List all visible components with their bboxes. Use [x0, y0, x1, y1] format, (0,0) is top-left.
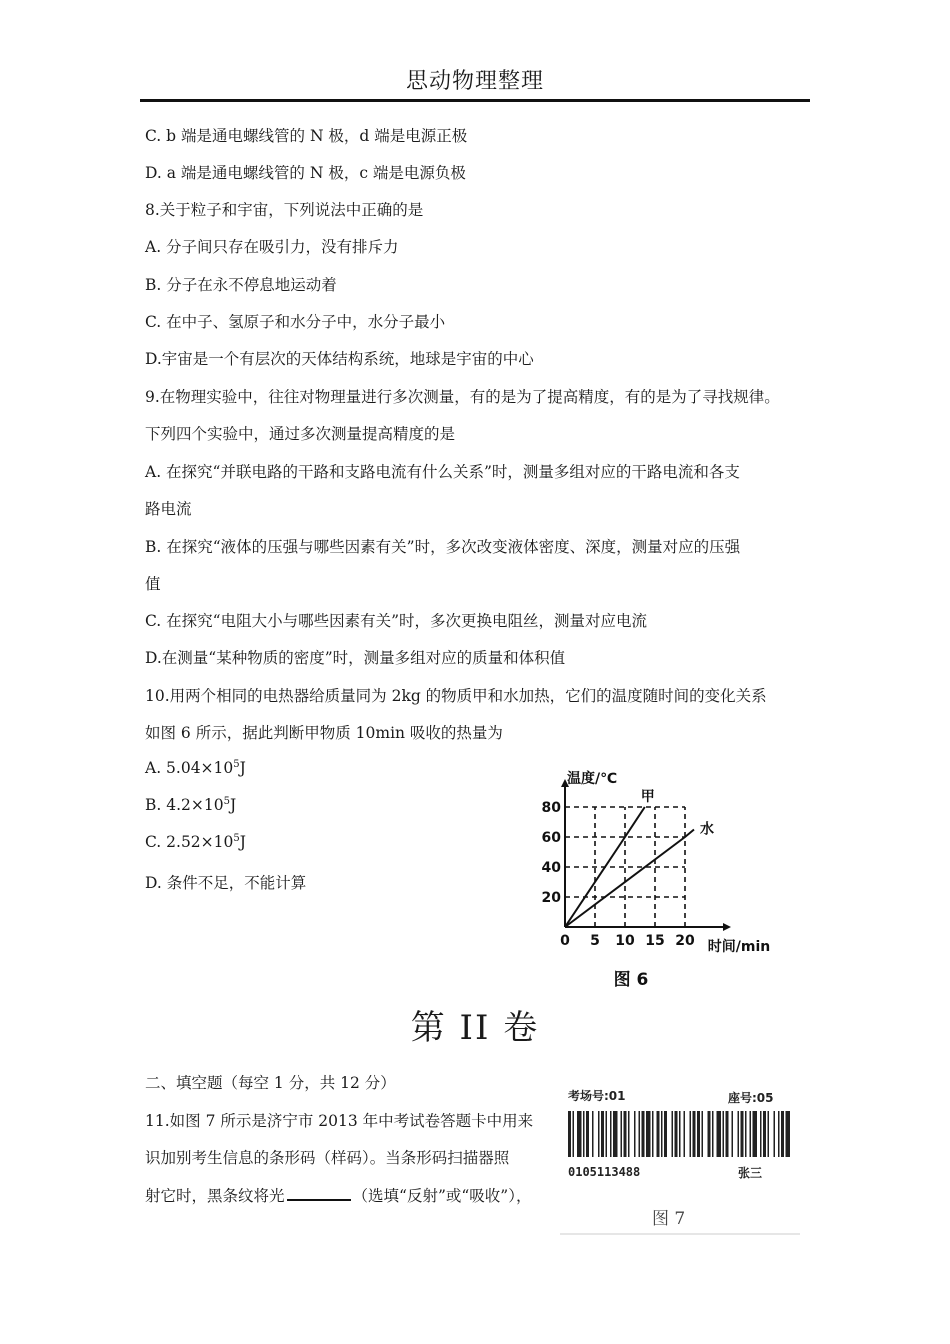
barcode-bar	[672, 1111, 674, 1157]
x-axis-label: 时间/min	[707, 939, 771, 955]
series-line-1	[565, 830, 694, 928]
barcode-bar	[628, 1111, 630, 1157]
graph-labels	[542, 770, 771, 990]
barcode-bar	[768, 1111, 770, 1157]
barcode-bar	[646, 1111, 651, 1157]
q10-option-d: D. 条件不足，不能计算	[145, 874, 307, 892]
barcode-bars	[568, 1111, 790, 1157]
y-tick-label-40: 40	[541, 860, 561, 876]
barcode-bar	[690, 1111, 692, 1157]
barcode-bar	[675, 1111, 678, 1157]
q9-stem-line2: 下列四个实验中，通过多次测量提高精度的是	[145, 425, 456, 443]
q8-stem: 8.关于粒子和宇宙，下列说法中正确的是	[145, 201, 424, 219]
barcode-bar	[741, 1111, 744, 1157]
q11-line2: 识加别考生信息的条形码（样码）。当条形码扫描器照	[145, 1149, 510, 1167]
barcode-bar	[684, 1111, 686, 1157]
barcode-bar	[745, 1111, 747, 1157]
graph-grid	[565, 807, 685, 927]
barcode-bar	[763, 1111, 766, 1157]
barcode-bar	[702, 1111, 704, 1157]
student-name: 张三	[738, 1166, 763, 1180]
barcode-bar	[778, 1111, 780, 1157]
barcode-bar	[568, 1111, 571, 1157]
barcode-bar	[586, 1111, 589, 1157]
y-tick-label-80: 80	[541, 800, 561, 816]
x-tick-label-5: 5	[590, 933, 600, 949]
q9-option-b-line2: 值	[145, 575, 161, 593]
barcode-bar	[621, 1111, 623, 1157]
q8-option-c: C. 在中子、氢原子和水分子中，水分子最小	[145, 313, 446, 331]
q9-option-a-line2: 路电流	[145, 500, 192, 518]
y-tick-label-60: 60	[541, 830, 561, 846]
barcode-bar	[598, 1111, 600, 1157]
barcode-bar	[693, 1111, 696, 1157]
barcode-bar	[634, 1111, 636, 1157]
barcode-bar	[697, 1111, 700, 1157]
header-rule	[140, 99, 810, 102]
barcode-bar	[610, 1111, 612, 1157]
barcode-bar	[661, 1111, 663, 1157]
figure-6-caption: 图 6	[613, 970, 649, 990]
barcode-bar	[726, 1111, 729, 1157]
barcode-bar	[657, 1111, 660, 1157]
x-tick-label-15: 15	[645, 933, 665, 949]
barcode-bar	[606, 1111, 608, 1157]
q9-stem-line1: 9.在物理实验中，往往对物理量进行多次测量，有的是为了提高精度，有的是为了寻找规律。	[145, 388, 780, 406]
q9-option-c: C. 在探究“电阻大小与哪些因素有关”时，多次更换电阻丝，测量对应电流	[145, 612, 648, 630]
series-label-1: 水	[700, 821, 714, 838]
q10-stem-line1: 10.用两个相同的电热器给质量同为 2kg 的物质甲和水加热，它们的温度随时间的变化关系	[145, 687, 767, 705]
answer-blank	[287, 1185, 351, 1201]
series-label-0: 甲	[640, 789, 655, 805]
barcode-bar	[583, 1111, 585, 1157]
barcode-bar	[613, 1111, 618, 1157]
barcode-bar	[601, 1111, 604, 1157]
figure-7-barcode	[560, 1084, 800, 1236]
y-axis-label: 温度/℃	[567, 771, 618, 787]
section-title: 第 II 卷	[410, 1008, 540, 1048]
x-axis-arrow	[723, 923, 731, 931]
q8-option-b: B. 分子在永不停息地运动着	[145, 276, 337, 294]
seat-label: 座号:05	[728, 1091, 774, 1105]
barcode-bar	[786, 1111, 791, 1157]
barcode-bar	[753, 1111, 758, 1157]
figure-7-caption: 图 7	[652, 1209, 686, 1229]
x-tick-label-10: 10	[615, 933, 635, 949]
q7-option-d: D. a 端是通电螺线管的 N 极，c 端是电源负极	[145, 164, 466, 182]
q11-line3: 射它时，黑条纹将光 （选填“反射”或“吸收”），	[145, 1187, 532, 1205]
q8-option-a: A. 分子间只存在吸引力，没有排斥力	[145, 238, 399, 256]
barcode-bar	[781, 1111, 784, 1157]
barcode-bar	[760, 1111, 762, 1157]
barcode-bar	[592, 1111, 594, 1157]
figure-6-temperature-graph	[530, 760, 810, 995]
barcode-bar	[679, 1111, 681, 1157]
barcode-bar	[774, 1111, 776, 1157]
q11-line1: 11.如图 7 所示是济宁市 2013 年中考试卷答题卡中用来	[145, 1112, 534, 1130]
barcode-bar	[577, 1111, 582, 1157]
q7-option-c: C. b 端是通电螺线管的 N 极，d 端是电源正极	[145, 127, 468, 145]
barcode-number: 0105113488	[568, 1165, 641, 1179]
q9-option-a-line1: A. 在探究“并联电路的干路和支路电流有什么关系”时，测量多组对应的干路电流和各支	[145, 463, 740, 481]
q8-option-d: D.宇宙是一个有层次的天体结构系统，地球是宇宙的中心	[145, 350, 534, 368]
barcode-bar	[639, 1111, 641, 1157]
exam-room-label: 考场号:01	[568, 1089, 626, 1103]
x-tick-label-0: 0	[560, 933, 570, 949]
q10-option-c: C. $2.52\times 10^5J$	[145, 833, 246, 852]
q10-option-b: B. $4.2\times 10^5J$	[145, 796, 237, 815]
q9-option-b-line1: B. 在探究“液体的压强与哪些因素有关”时，多次改变液体密度、深度，测量对应的压强	[145, 538, 741, 556]
barcode-bar	[738, 1111, 740, 1157]
barcode-bar	[723, 1111, 725, 1157]
barcode-bar	[652, 1111, 654, 1157]
page-header-title: 思动物理整理	[405, 69, 544, 94]
barcode-bar	[712, 1111, 714, 1157]
x-tick-label-20: 20	[675, 933, 695, 949]
barcode-bar	[717, 1111, 722, 1157]
barcode-bar	[624, 1111, 627, 1157]
q10-option-a: A. $5.04\times 10^5J$	[145, 759, 246, 778]
barcode-bar	[573, 1111, 575, 1157]
barcode-bar	[664, 1111, 667, 1157]
q9-option-d: D.在测量“某种物质的密度”时，测量多组对应的质量和体积值	[145, 649, 566, 667]
barcode-bar	[732, 1111, 734, 1157]
barcode-bar	[642, 1111, 645, 1157]
fill-in-heading: 二、填空题（每空 1 分，共 12 分）	[145, 1074, 396, 1092]
barcode-bar	[750, 1111, 752, 1157]
q10-stem-line2: 如图 6 所示，据此判断甲物质 10min 吸收的热量为	[145, 724, 503, 742]
y-tick-label-20: 20	[541, 890, 561, 906]
barcode-bar	[708, 1111, 711, 1157]
